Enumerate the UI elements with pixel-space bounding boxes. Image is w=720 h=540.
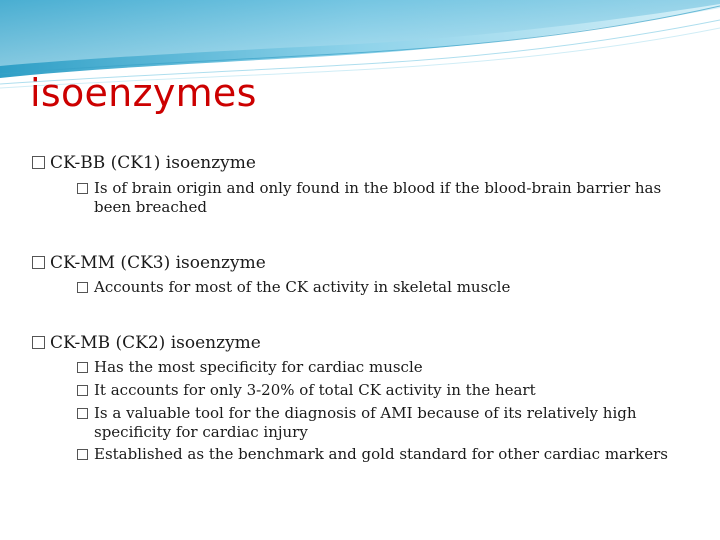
square-bullet-icon xyxy=(77,282,88,293)
square-bullet-icon xyxy=(77,449,88,460)
square-bullet-icon xyxy=(77,362,88,373)
square-bullet-icon xyxy=(77,408,88,419)
list-item: Established as the benchmark and gold standard for other cardiac markers xyxy=(77,445,697,464)
section-heading: CK-MM (CK3) isoenzyme xyxy=(32,253,266,273)
square-bullet-icon xyxy=(77,183,88,194)
list-item: Accounts for most of the CK activity in skeletal muscle xyxy=(77,278,697,297)
square-bullet-icon xyxy=(32,336,45,349)
section-heading: CK-MB (CK2) isoenzyme xyxy=(32,333,261,353)
square-bullet-icon xyxy=(32,256,45,269)
square-bullet-icon xyxy=(32,156,45,169)
list-item: Has the most specificity for cardiac muscle xyxy=(77,358,697,377)
list-item: Is of brain origin and only found in the blood if the blood-brain barrier has been breached xyxy=(77,179,697,217)
list-item: Is a valuable tool for the diagnosis of AMI because of its relatively high specificity for cardiac injury xyxy=(77,404,697,442)
section-heading: CK-BB (CK1) isoenzyme xyxy=(32,153,256,173)
list-item: It accounts for only 3-20% of total CK activity in the heart xyxy=(77,381,697,400)
slide-title: isoenzymes xyxy=(30,71,257,115)
square-bullet-icon xyxy=(77,385,88,396)
